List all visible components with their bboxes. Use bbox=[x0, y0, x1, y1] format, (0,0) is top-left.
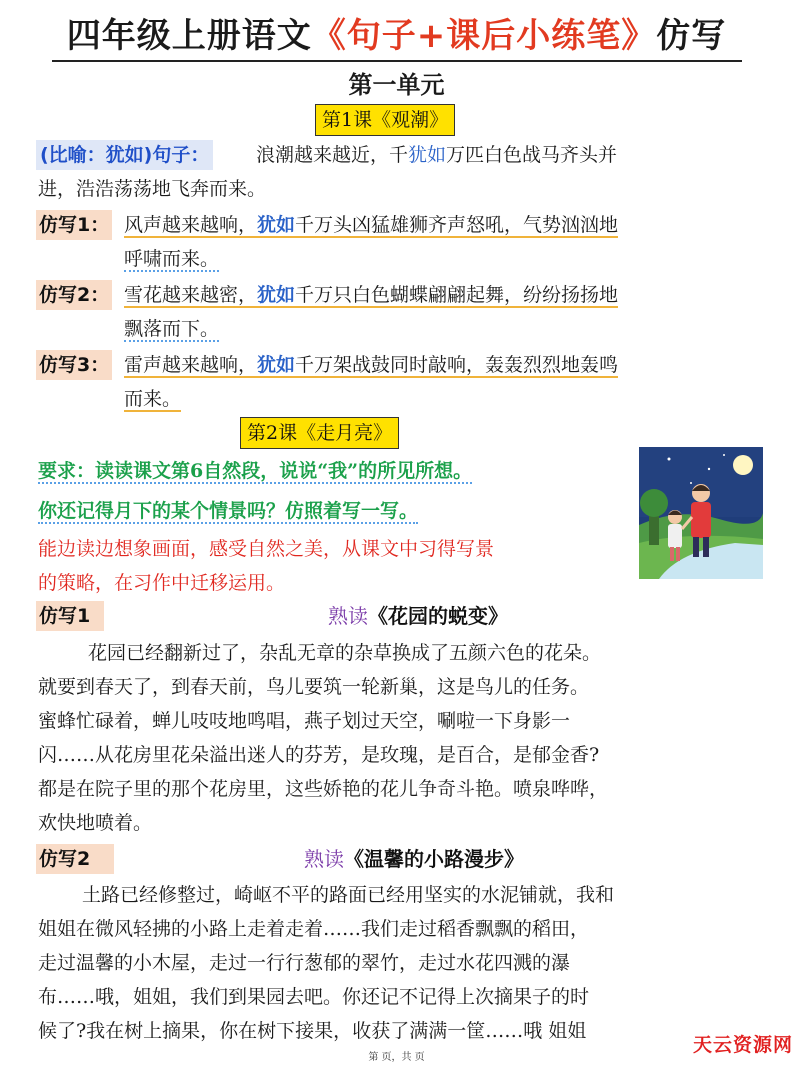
reading-prefix: 熟读 bbox=[328, 604, 368, 628]
writing-2-line: 候了?我在树上摘果，你在树下接果，收获了满满一筐……哦 姐姐 bbox=[38, 1020, 587, 1042]
imitation-label: 仿写1： bbox=[36, 210, 112, 240]
moon-walk-illustration bbox=[639, 447, 763, 579]
imitation-keyword: 犹如 bbox=[257, 214, 296, 236]
page-title bbox=[0, 14, 793, 58]
sentence-label: (比喻：犹如)句子： bbox=[36, 140, 213, 170]
imitation-text bbox=[124, 214, 618, 238]
example-sentence-line2: 进，浩浩荡荡地飞奔而来。 bbox=[38, 178, 267, 200]
tip-line1: 能边读边想象画面，感受自然之美，从课文中习得写景 bbox=[38, 538, 495, 560]
title-prefix: 四年级上册语文 bbox=[66, 16, 312, 56]
example-sentence-part: 万匹白色战马齐头并 bbox=[446, 144, 618, 166]
reading-heading bbox=[328, 601, 508, 631]
writing-1-line: 蜜蜂忙碌着，蝉儿吱吱地鸣唱，燕子划过天空，唰啦一下身影一 bbox=[38, 710, 571, 732]
requirement-text: 你还记得月下的某个情景吗？仿照着写一写。 bbox=[38, 500, 419, 522]
watermark: 天云资源网 bbox=[693, 1034, 793, 1056]
writing-1-line: 都是在院子里的那个花房里，这些娇艳的花儿争奇斗艳。喷泉哗哗， bbox=[38, 778, 609, 800]
imitation-keyword: 犹如 bbox=[257, 354, 296, 376]
requirement-line2 bbox=[38, 494, 418, 528]
example-keyword: 犹如 bbox=[408, 144, 447, 166]
unit-heading: 第一单元 bbox=[348, 71, 445, 99]
writing-label: 仿写2 bbox=[36, 844, 114, 874]
title-highlight: 《句子+课后小练笔》 bbox=[311, 16, 657, 56]
title-suffix: 仿写 bbox=[656, 16, 727, 56]
tip-line2: 的策略，在习作中迁移运用。 bbox=[38, 572, 286, 594]
imitation-part: 而来。 bbox=[124, 388, 182, 410]
imitation-part: 飘落而下。 bbox=[124, 318, 220, 340]
imitation-part: 风声越来越响， bbox=[124, 214, 258, 236]
writing-2-line: 姐姐在微风轻拂的小路上走着走着……我们走过稻香飘飘的稻田， bbox=[38, 918, 590, 940]
imitation-3-line2 bbox=[124, 382, 181, 416]
imitation-part: 千万架战鼓同时敲响，轰轰烈烈地轰鸣 bbox=[295, 354, 619, 376]
writing-text: 花园已经翻新过了，杂乱无章的杂草换成了五颜六色的花朵。 bbox=[88, 642, 602, 664]
imitation-label: 仿写3： bbox=[36, 350, 112, 380]
imitation-keyword: 犹如 bbox=[257, 284, 296, 306]
requirement-text: 要求：读读课文第6自然段，说说“我”的所见所想。 bbox=[38, 460, 473, 482]
reading-prefix: 熟读 bbox=[304, 847, 344, 871]
imitation-1-line1 bbox=[124, 208, 618, 242]
imitation-part: 千万头凶猛雄狮齐声怒吼，气势汹汹地 bbox=[295, 214, 619, 236]
writing-1-line: 欢快地喷着。 bbox=[38, 812, 153, 834]
writing-2-line: 布……哦，姐姐，我们到果园去吧。你还记不记得上次摘果子的时 bbox=[38, 986, 590, 1008]
imitation-1-line2 bbox=[124, 242, 219, 276]
lesson2-label: 第2课《走月亮》 bbox=[240, 417, 399, 449]
imitation-label: 仿写2： bbox=[36, 280, 112, 310]
reading-title: 《花园的蜕变》 bbox=[368, 604, 508, 628]
requirement-line1 bbox=[38, 454, 472, 488]
reading-heading bbox=[304, 844, 524, 874]
imitation-part: 雷声越来越响， bbox=[124, 354, 258, 376]
writing-label: 仿写1 bbox=[36, 601, 104, 631]
imitation-text bbox=[124, 354, 618, 378]
imitation-3-line1 bbox=[124, 348, 618, 382]
example-sentence-part: 浪潮越来越近，千 bbox=[256, 144, 409, 166]
imitation-part: 千万只白色蝴蝶翩翩起舞，纷纷扬扬地 bbox=[295, 284, 619, 306]
example-sentence-line1 bbox=[256, 138, 617, 172]
writing-1-line: 就要到春天了，到春天前，鸟儿要筑一轮新巢，这是鸟儿的任务。 bbox=[38, 676, 590, 698]
imitation-2-line1 bbox=[124, 278, 618, 312]
writing-1-line bbox=[38, 636, 601, 670]
lesson1-label: 第1课《观潮》 bbox=[315, 104, 455, 136]
reading-title: 《温馨的小路漫步》 bbox=[344, 847, 524, 871]
imitation-part: 雪花越来越密， bbox=[124, 284, 258, 306]
imitation-part: 呼啸而来。 bbox=[124, 248, 220, 270]
writing-1-line: 闪……从花房里花朵溢出迷人的芬芳，是玫瑰，是百合，是郁金香? bbox=[38, 744, 600, 766]
imitation-2-line2 bbox=[124, 312, 219, 346]
writing-2-line: 走过温馨的小木屋，走过一行行葱郁的翠竹，走过水花四溅的瀑 bbox=[38, 952, 571, 974]
page-footer: 第 页，共 页 bbox=[368, 1052, 425, 1063]
imitation-text bbox=[124, 284, 618, 308]
writing-2-line bbox=[38, 878, 614, 912]
title-divider bbox=[52, 60, 742, 62]
writing-text: 土路已经修整过，崎岖不平的路面已经用坚实的水泥铺就，我和 bbox=[82, 884, 615, 906]
